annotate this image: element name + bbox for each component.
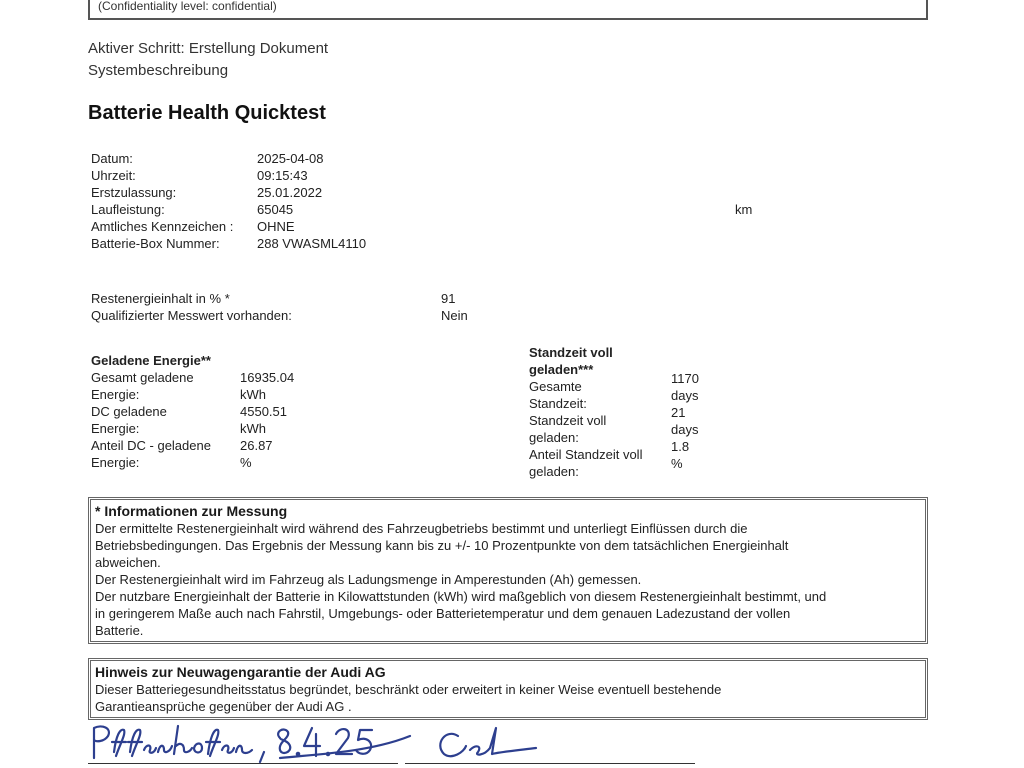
info-label: Uhrzeit:	[91, 168, 136, 183]
info-value: 65045	[257, 202, 294, 217]
charged-row-total-a	[91, 369, 295, 386]
info-value: OHNE	[257, 219, 295, 234]
standing-label: Standzeit:	[529, 396, 587, 411]
charged-row-dc-a	[91, 403, 287, 420]
info-label: Laufleistung:	[91, 202, 165, 217]
charged-unit: kWh	[240, 421, 266, 436]
measurement-info-line: Der ermittelte Restenergieinhalt wird während des Fahrzeugbetriebs bestimmt und unterliegt Einflüssen durch die	[95, 521, 748, 536]
standing-heading: Standzeit voll	[529, 345, 613, 360]
standing-row-total-b	[529, 387, 699, 411]
measurement-info-heading: * Informationen zur Messung	[95, 503, 288, 519]
energy-value: 91	[441, 291, 456, 306]
info-label: Batterie-Box Nummer:	[91, 236, 220, 251]
active-step: Aktiver Schritt: Erstellung Dokument	[88, 40, 329, 57]
info-value: 288 VWASML4110	[257, 236, 367, 251]
standing-row-share-b	[529, 455, 683, 479]
standing-label: geladen:	[529, 464, 579, 479]
standing-label: Gesamte	[529, 379, 582, 394]
standing-heading: geladen***	[529, 362, 594, 377]
standing-row-full-a	[529, 404, 686, 428]
charged-label: Energie:	[91, 421, 140, 436]
system-description: Systembeschreibung	[88, 62, 229, 79]
measurement-info-line: Batterie.	[95, 623, 144, 638]
charged-value: 26.87	[240, 438, 273, 453]
charged-value: 4550.51	[240, 404, 287, 419]
energy-label: Qualifizierter Messwert vorhanden:	[91, 308, 292, 323]
energy-value: Nein	[441, 308, 468, 323]
charged-row-share-b	[91, 454, 252, 471]
standing-label: geladen:	[529, 430, 579, 445]
measurement-info-box	[88, 497, 928, 644]
document-title: Batterie Health Quicktest	[88, 102, 326, 124]
info-label: Datum:	[91, 151, 133, 166]
warranty-notice-box	[88, 658, 928, 720]
standing-value: 1170	[671, 371, 699, 386]
charged-unit: kWh	[240, 387, 266, 402]
warranty-notice-heading: Hinweis zur Neuwagengarantie der Audi AG	[95, 664, 386, 680]
standing-time-section	[529, 344, 699, 479]
info-unit: km	[735, 202, 753, 217]
charged-label: Anteil DC - geladene	[91, 438, 211, 453]
charged-label: Gesamt geladene	[91, 370, 194, 385]
charged-unit: %	[240, 455, 252, 470]
confidentiality-box	[88, 0, 928, 20]
charged-label: Energie:	[91, 455, 140, 470]
standing-value: 1.8	[671, 439, 690, 454]
energy-label: Restenergieinhalt in % *	[91, 291, 230, 306]
measurement-info-line: in geringerem Maße auch nach Fahrstil, Umgebungs- oder Batterietemperatur und dem genauen Ladezustand der vollen	[95, 606, 791, 621]
standing-row-total-a	[529, 370, 699, 394]
charged-energy-heading: Geladene Energie**	[91, 353, 211, 368]
charged-label: DC geladene	[91, 404, 167, 419]
standing-row-full-b	[529, 421, 699, 445]
handwritten-signature	[80, 722, 560, 768]
standing-value: 21	[671, 405, 686, 420]
charged-label: Energie:	[91, 387, 140, 402]
charged-value: 16935.04	[240, 370, 295, 385]
charged-energy-section	[91, 352, 295, 471]
measurement-info-line: Der Restenergieinhalt wird im Fahrzeug als Ladungsmenge in Amperestunden (Ah) gemessen.	[95, 572, 642, 587]
standing-unit: %	[671, 456, 683, 471]
warranty-notice-line: Garantieansprüche gegenüber der Audi AG .	[95, 699, 352, 714]
charged-row-share-a	[91, 437, 273, 454]
measurement-info-line: Der nutzbare Energieinhalt der Batterie in Kilowattstunden (kWh) wird maßgeblich von diesem Restenergieinhalt bestimmt, und	[95, 589, 827, 604]
info-value: 2025-04-08	[257, 151, 324, 166]
measurement-info-line: abweichen.	[95, 555, 161, 570]
measurement-info-line: Betriebsbedingungen. Das Ergebnis der Messung kann bis zu +/- 10 Prozentpunkte von dem tatsächlichen Energieinhalt	[95, 538, 789, 553]
standing-label: Standzeit voll	[529, 413, 607, 428]
standing-label: Anteil Standzeit voll	[529, 447, 643, 462]
standing-unit: days	[671, 388, 699, 403]
info-label: Amtliches Kennzeichen :	[91, 219, 234, 234]
info-label: Erstzulassung:	[91, 185, 177, 200]
charged-row-total-b	[91, 386, 266, 403]
info-value: 25.01.2022	[257, 185, 323, 200]
info-value: 09:15:43	[257, 168, 308, 183]
warranty-notice-line: Dieser Batteriegesundheitsstatus begründet, beschränkt oder erweitert in keiner Weise eventuell bestehende	[95, 682, 722, 697]
charged-row-dc-b	[91, 420, 266, 437]
standing-unit: days	[671, 422, 699, 437]
confidentiality-label: (Confidentiality level: confidential)	[98, 0, 277, 13]
standing-row-share-a	[529, 438, 690, 462]
